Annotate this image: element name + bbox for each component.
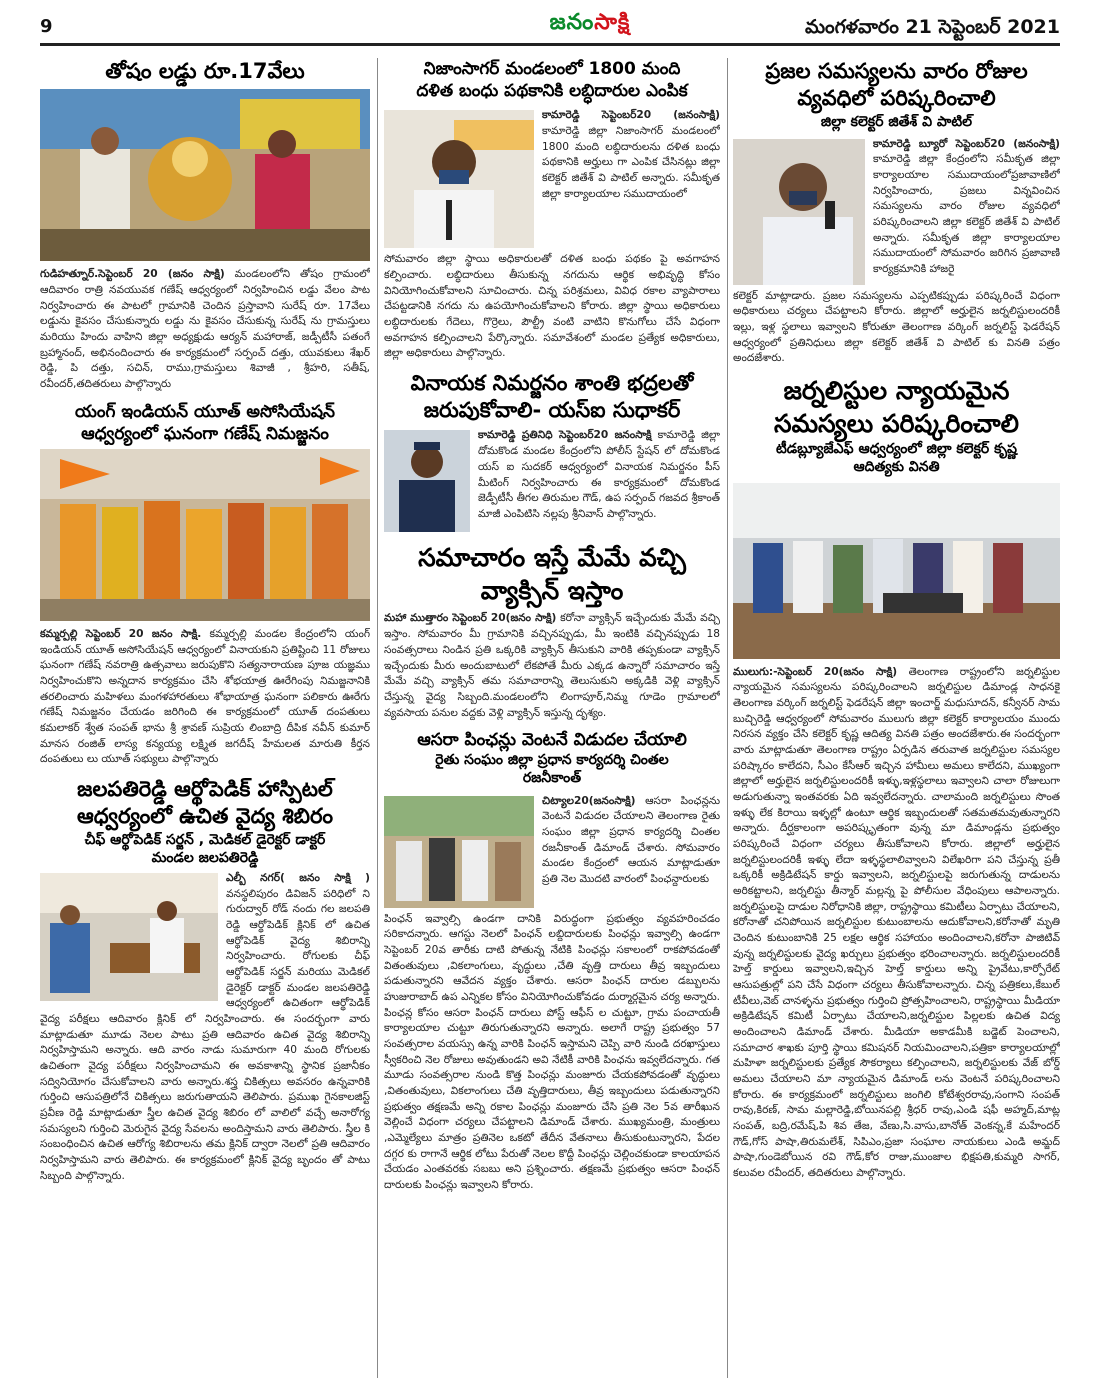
journalists-headline-1: జర్నలిస్టుల న్యాయమైన — [783, 376, 1010, 406]
dalitha-body-beside: కామారెడ్డి జిల్లా నిజాంసాగర్ మండలంలో 1800 మంది లబ్ధిదారులను దళిత బంధు పథకానికి అర్హులు గా ఎంపిక చేసినట్లు జిల్లా కలెక్టర్ జితేశ్ వి పాటిల్ అన్నారు. సమీకృత జిల్లా కార్యాలయాల సముదాయంలో — [542, 124, 720, 200]
camp-headline-1: జలపతిరెడ్డి ఆర్థోపెడిక్ హాస్పిటల్ — [77, 776, 333, 801]
collector-subhead: జిల్లా కలెక్టర్ జితేశ్ వి పాటిల్ — [820, 113, 973, 130]
camp-subhead-2: మండల జలపతిరెడ్డి — [151, 849, 259, 866]
camp-dateline: ఎల్బీ నగర్( జనం సాక్షి ) — [226, 871, 370, 884]
dalitha-headline-1: నిజాంసాగర్ మండలంలో 1800 మంది — [423, 59, 681, 79]
journalists-dateline: ములుగు:-సెప్టెంబర్ 20(జనం సాక్షి) — [733, 665, 898, 678]
journalists-subhead-2: ఆదిత్యకు వినతి — [853, 459, 940, 476]
journalists-article — [733, 665, 1060, 1182]
journalists-body: తెలంగాణ రాష్ట్రంలోని జర్నలిస్టుల న్యాయమైన సమస్యలను పరిష్కరించాలని జర్నలిస్టుల డిమాండ్ల సాధనకై తెలంగాణ వర్కింగ్ జర్నలిస్ట్ ఫెడరేషన్ జిల్లా ఇంచార్జ్ మధుసూదన్, కన్వీనర్ సామ బుచ్చిరెడ్డి ఆధ్వర్యంలో సోమవారం ములుగు జిల్లా కలెక్టర్ కార్యాలయం ముందు నిరసన వ్యక్తం చేసి కలెక్టర్ కృష్ణ ఆదిత్య వినతి పత్రం అందజేశారు.ఈ సందర్భంగా వారు మాట్లాడుతూ తెలంగాణ రాష్ట్రం ఏర్పడిన తరువాత జర్నలిస్టుల సమస్యల పరిష్కారం కాలేదని, సీఎం కేసీఆర్ ఇచ్చిన హామీలు అమలు కాలేదని, ముఖ్యంగా జిల్లాలో అర్హులైన జర్నలిస్టులందరికీ ఇళ్ళు,ఇళ్లస్థలాలు ఇవ్వాలని చాలా రోజులుగా అడుగుతున్నా ఇంతవరకు ఏది ఇవ్వలేదన్నారు. చాలామంది జర్నలిస్టులు సొంత ఇళ్ళు లేక కిరాయి ఇళ్ళల్లో ఉంటూ ఆర్థిక ఇబ్బందులతో సతమతమవుతున్నారని అన్నారు. దీర్ఘకాలంగా అపరిష్కృతంగా వున్న మా డిమాండ్లను ప్రభుత్వం పరిష్కరించే విధంగా చర్యలు తీసుకోవాలని కోరారు. జిల్లాలో అర్హులైన జర్నలిస్టులందరికీ ఇళ్ళు లేదా ఇళ్ళస్థలాలివ్వాలని విలేఖరిగా పని చేస్తున్న ప్రతీ ఒక్కరికీ అక్రిడిటేషన్ కార్డు ఇవ్వాలని, జర్నలిస్టులపై జరుగుతున్న దాడులను అరికట్టాలని, జర్నలిస్టు తీన్మార్ మల్లన్న పై పోలీసుల వేధింపులు ఆపాలన్నారు. జర్నలిస్టులపై దాడుల నిరోధానికి జిల్లా, రాష్ట్రస్థాయి కమిటీలు ఏర్పాటు చేయాలని, కరోనాతో చనిపోయిన జర్నలిస్టుల కుటుంబాలను ఆదుకోవాలని,కరోనాతో మృతి చెందిన కుటుంబానికి 25 లక్షల ఆర్థిక సహాయం అందించాలని,కరోనా పాజిటివ్ వున్న జర్నలిస్టులకు వైద్య ఖర్చులు ప్రభుత్వం భరించాలన్నారు. జర్నలిస్టులందరికీ హెల్త్ కార్డులు ఇవ్వాలని,ఇచ్చిన హెల్త్ కార్డులు అన్ని ప్రైవేటు,కార్పోరేట్ ఆసుపత్రుల్లో పని చేసే విధంగా చర్యలు తీసుకోవాలన్నారు. చిన్న పత్రికలు,కేబుల్ టీవీలు,వెబ్ చానళ్ళను ప్రభుత్వం గుర్తించి ప్రోత్సహించాలని, రాష్ట్రస్థాయి మీడియా అక్రిడిటేషన్ కమిటీ ఏర్పాటు చేయాలని,జర్నలిస్టుల పిల్లలకు ఉచిత విద్య అందించాలని డిమాండ్ చేశారు. మీడియా అకాడమీకి బడ్జెట్ పెంచాలని, సమాచార శాఖకు పూర్తి స్థాయి కమిషనర్ నియమించాలని,పత్రికా కార్యాలయాల్లో మహిళా జర్నలిస్టులకు ప్రత్యేక సౌకర్యాలు కల్పించాలని, జర్నలిస్టులకు వేజ్ బోర్డ్ అమలు చేయాలని మా న్యాయమైన డిమాండ్ లను వెంటనే పరిష్కరించాలని కోరారు. ఈ కార్యక్రమంలో జర్నలిస్టులు జంగిలి కోటేశ్వరరావు,సంగాని సంపత్ రావు,కిరణ్, సామ మల్లారెడ్డి,బోయినపల్లి శ్రీధర్ రావు,ఎండి షఫీ అహ్మద్,మాట్ల సంపత్, బద్రి,రమేష్,పి శివ తేజ, వేణు,సి.వాసు,బానోత్ వెంకన్న,కే మహేందర్ గౌడ్,గోస్ పాషా,తిరుమలేశ్, సిపిఎం,ప్రజా సంఘాల నాయకులు ఎండి అమ్జద్ పాషా,గుండెబోయిన రవి గౌడ్,కోర రాజు,ముంజాల భిక్షపతి,కుమ్మరి సాగర్, కలువల రవీందర్, తదితరులు పాల్గొన్నారు. — [733, 665, 1060, 1180]
vaccine-dateline: మహా ముత్తారం సెప్టెంబర్ 20(జనం సాక్షి) — [384, 612, 557, 625]
laddu-dateline: గుడిహత్నూర్.సెప్టెంబర్ 20 (జనం సాక్షి) — [40, 268, 225, 281]
laddu-photo-image — [40, 89, 370, 261]
camp-photo-image — [40, 873, 218, 1001]
pension-photo-image — [384, 796, 534, 908]
vaccine-headline-2: వ్యాక్సిన్ ఇస్తాం — [480, 575, 624, 605]
youth-dateline: కమ్మర్పల్లి సెప్టెంబర్ 20 జనం సాక్షి. — [40, 627, 202, 640]
vinayaka-headline-2: జరుపుకోవాలి- యస్ఐ సుధాకర్ — [423, 398, 681, 423]
dalitha-body-below: సోమవారం జిల్లా స్థాయి అధికారులతో దళిత బంధు పథకం పై అవగాహన కల్పించారు. లబ్ధిదారులు తీసుకున్న నగదును ఆర్థిక అభివృద్ధి కోసం వినియోగించుకోవాలని సూచించారు. చిన్న పరిశ్రమలు, వివిధ రకాల వ్యాపారాలు చేపట్టడానికి నగదు ను ఉపయోగించుకోవాలని కోరారు. జిల్లా స్థాయి అధికారులు లబ్ధిదారులకు గేదెలు, గొర్రెలు, పౌల్ట్రీ వంటి వాటిని కొనుగోలు చేసే విధంగా అవగాహన కల్పించాలని పేర్కొన్నారు. సమావేశంలో మండల ప్రత్యేక అధికారులు, జిల్లా అధికారులు పాల్గొన్నారు. — [384, 253, 720, 360]
camp-photo — [40, 873, 218, 1001]
journalists-photo-image — [733, 483, 1060, 659]
vaccine-article — [384, 611, 720, 721]
collector-photo — [733, 139, 865, 285]
dalitha-headline-2: దళిత బంధు పథకానికి లబ్ధిదారుల ఎంపిక — [416, 81, 688, 102]
vinayaka-photo — [384, 430, 470, 532]
vaccine-body: కరోనా వ్యాక్సిన్ ఇచ్చేందుకు మేమే వచ్చి ఇస్తాం. సోమవారం మీ గ్రామానికి వచ్చినప్పుడు, మీ ఇంటికి వచ్చినప్పుడు 18 సంవత్సరాలు నిండిన ప్రతి ఒక్కరికి వ్యాక్సిన్ తీసుకుని వారికి తప్పకుండా వ్యాక్సిన్ ఇచ్చేందుకు మీరు అందుబాటులో లేకపోతే మీరు ఎక్కడ ఉన్నారో సమాచారం ఇస్తే మేమే వచ్చి వ్యాక్సిన్ తమ సమాచారాన్ని తెలుసుకుని అక్కడికి వెళ్లి వ్యాక్సిన్ చేస్తున్న వైద్య సిబ్బంది.మండలంలోని లింగాపూర్,నిమ్మ గూడెం గ్రామాలలో వ్యవసాయ పనుల వద్దకు వెళ్లి వ్యాక్సిన్ ఇస్తున్న దృశ్యం. — [384, 612, 720, 719]
youth-body: కమ్మర్పల్లి మండల కేంద్రంలోని యంగ్ ఇండియన్ యూత్ అసోసియేషన్ ఆధ్వర్యంలో వినాయకుని ప్రతిష్టించి 11 రోజులు ఘనంగా గణేష్ నవరాత్రి ఉత్సవాలు జరుపుకొని సత్యనారాయణ పూజ యజ్ఞము నిర్వహించుకొని అన్నదాన కార్యక్రమం చేసి శోభయాత్ర ఊరేగింపు నిమజ్జనానికి తరలించారు మహిళలు మంగళహారతులు శోభాయాత్ర ఘనంగా పలికారు ఊరేగు గణేష్ నిమజ్జనం చేయడం జరిగింది ఈ కార్యక్రమంలో యూత్ దంపతులు కమలాకర్ శ్వేత సంపత్ భాను శ్రీ శ్రావణ్ సుప్రియ లింబాద్రి దీపిక నవీన్ కుమార్ మానస రంజిత్ లాస్య కన్యయ్య లక్ష్మిత జగదీష్ హేమలత మారుతి కీర్తన దంపతులు లు యూత్ సభ్యులు పాల్గొన్నారు — [40, 627, 370, 766]
youth-photo-image — [40, 449, 370, 621]
collector-headline-2: వ్యవధిలో పరిష్కరించాలి — [797, 86, 996, 111]
collector-headline-1: ప్రజల సమస్యలను వారం రోజుల — [765, 59, 1028, 83]
column-left — [40, 58, 370, 1378]
laddu-article — [40, 267, 370, 392]
column-right — [733, 58, 1060, 1378]
column-rule — [727, 58, 728, 1378]
pension-body-beside: ఆసరా పింఛన్లను వెంటనే విడుదల చేయాలని తెలంగాణ రైతు సంఘం జిల్లా ప్రధాన కార్యదర్శి చింతల రజనీకాంత్ డిమాండ్ చేశారు. సోమవారం మండల కేంద్రంలో ఆయన మాట్లాడుతూ ప్రతి నెల మొదటి వారంలో పింఛన్దారులకు — [542, 794, 720, 886]
camp-subhead-1: చీఫ్ ఆర్థోపెడిక్ సర్జన్ , మెడికల్ డైరెక్టర్ డాక్టర్ — [84, 831, 326, 848]
collector-photo-image — [733, 139, 865, 285]
laddu-body: మండలంలోని తోషం గ్రామంలో ఆదివారం రాత్రి నవయువక గణేష్ ఆధ్వర్యంలో నిర్వహించిన లడ్డు వేలం పాట నిర్వహించారు ఈ పాటలో గ్రామానికి చెందిన ప్రస్తావాని సురేష్ రూ. 17వేలు లడ్డును కైవసం చేసుకున్నారు లడ్డు ను కైవసం చేసుకున్న సురేష్ ను గ్రామస్తులు మరియు హిందు వాహిని జిల్లా అధ్యక్షుడు ఆర్యన్ మహారాజ్, జడ్పీటీసీ పతంగే బ్రహ్మానంద్, అభినందించారు ఈ కార్యక్రమంలో సర్పంచ్ దత్తు, యువకులు శేఖర్ రెడ్డి, పి దత్తు, సచిన్, రాము,గ్రామస్తులు శివాజీ , శ్రీహరి, సతీష్, రవీందర్,తదితరులు పాల్గొన్నారు — [40, 268, 370, 390]
vinayaka-body: కామారెడ్డి జిల్లా దోమకొండ మండల కేంద్రంలోని పోలీస్ స్టేషన్ లో దోమకొండ యస్ ఐ సుదకర్ ఆధ్వర్యంలో వినాయక నిమర్జనం పీస్ మీటింగ్ నిర్వహించారు ఈ కార్యక్రమంలో దోమకొండ జెడ్పీటీసీ తీగల తిరుమల గౌడ్, ఉప సర్పంచ్ గజవద శ్రీకాంత్ మాజీ ఎంపిటిసి నల్లపు శ్రీనివాస్ పాల్గొన్నారు. — [478, 429, 720, 520]
vinayaka-headline-1: వినాయక నిమర్జనం శాంతి భద్రలతో — [410, 370, 694, 395]
camp-headline-2: ఆధ్వర్యంలో ఉచిత వైద్య శిబిరం — [76, 804, 334, 829]
collector-dateline: కామారెడ్డి బ్యూరో సెప్టెంబర్20 (జనంసాక్షి) — [873, 137, 1060, 150]
youth-photo — [40, 449, 370, 621]
dalitha-photo-image — [384, 110, 534, 248]
pension-body-below: పింఛన్ ఇవ్వాల్సి ఉండగా దానికి విరుద్ధంగా ప్రభుత్వం వ్యవహరించడం సరికాదన్నారు. ఆగస్టు నెలలో పింఛన్ లబ్దిదారులకు పింఛన్లు ఇవ్వాల్సి ఉండగా సెప్టెంబర్ 20వ తారీకు దాటి పోతున్న నేటికి పింఛన్లు సకాలంలో రాకపోవడంతో వితంతువులు ,వికలాంగులు, వృద్ధులు ,చేతి వృత్తి దారులు తీవ్ర ఇబ్బందులు పడుతున్నారని ఆవేదన వ్యక్తం చేశారు. ఆసరా పింఛన్ దారుల డబ్బులను హుజురాబాద్ ఉప ఎన్నికల కోసం వినియోగించుకోవడం దుర్మార్గమైన చర్య అన్నారు. పింఛన్ల కోసం ఆసరా పింఛన్ దారులు పోస్ట్ ఆఫీస్ ల చుట్టూ, గ్రామ పంచాయతీ కార్యాలయాల చుట్టూ తిరుగుతున్నారని అన్నారు. అలాగే రాష్ట్ర ప్రభుత్వం 57 సంవత్సరాల వయస్సు ఉన్న వారికి పింఛన్ ఇస్తామని చెప్పి వారి నుండి దరఖాస్తులు స్వీకరించి నెల రోజులు అవుతుండని అవి నేటికీ వారికి పింఛను ఇవ్వలేదన్నారు. గత మూడు సంవత్సరాల నుండి కొత్త పింఛన్లు మంజూరు చేయకపోవడంతో వృద్ధులు ,వితంతువులు, వికలాంగులు చేతి వృత్తిదారులు, తీవ్ర ఇబ్బందులు పడుతున్నారని ప్రభుత్వం తక్షణమే అన్ని రకాల పింఛన్లు మంజూరు చేసి ప్రతి నెల 5వ తారీఖున వెల్లించే విధంగా చర్యలు చేపట్టాలని డిమాండ్ చేశారు. ముఖ్యమంత్రి, మంత్రులు ,ఎమ్మెల్యేలు మాత్రం ప్రతినెల ఒకటో తేదీన వేతనాలు తీసుకుంటున్నారని, పేదల దగ్గర కు రాగానే ఆర్థిక లోటు పేరుతో నెలల కొద్దీ పింఛన్లు చెల్లించకుండా కాలయాపన చేయడం ఎంతవరకు సబబు అని ప్రశ్నించారు. తక్షణమే ప్రభుత్వం ఆసరా పింఛన్ దారులకు పింఛన్లు ఇవ్వాలని కోరారు. — [384, 912, 720, 1192]
journalists-headline-2: సమస్యలు పరిష్కరించాలి — [774, 408, 1019, 438]
column-rule — [377, 58, 378, 1378]
journalists-subhead-1: టీడబ్ల్యూజేఎఫ్ ఆధ్వర్యంలో జిల్లా కలెక్టర్ కృష్ణ — [776, 441, 1017, 458]
laddu-photo — [40, 89, 370, 261]
dalitha-dateline: కామారెడ్డి సెప్టెంబర్20 (జనంసాక్షి) — [542, 109, 720, 122]
vinayaka-dateline: కామారెడ్డి ప్రతినిధి సెప్టెంబర్20 జనంసాక్షి — [478, 429, 652, 442]
masthead-logo — [510, 10, 670, 40]
youth-article — [40, 627, 370, 768]
pension-headline: ఆసరా పింఛన్లు వెంటనే విడుదల చేయాలి — [417, 730, 687, 751]
vinayaka-photo-image — [384, 430, 470, 532]
vaccine-headline-1: సమాచారం ఇస్తే మేమే వచ్చి — [418, 543, 686, 573]
column-middle — [384, 58, 720, 1378]
page-header — [40, 10, 1060, 46]
masthead-part1: జనం — [549, 10, 595, 35]
pension-dateline: చిట్యాల20(జనంసాక్షి) — [542, 794, 636, 807]
youth-headline-2: ఆధ్వర్యంలో ఘనంగా గణేష్ నిమజ్జనం — [81, 423, 329, 444]
issue-date: మంగళవారం 21 సెప్టెంబర్ 2021 — [804, 16, 1060, 38]
pension-subhead-2: రజనీకాంత్ — [522, 770, 582, 787]
collector-body-beside: కామారెడ్డి జిల్లా కేంద్రంలోని సమీకృత జిల్లా కార్యాలయాల సముదాయంలోప్రజావాణిలో నిర్వహించారు, ప్రజలు విన్నవించిన సమస్యలను వారం రోజుల వ్యవధిలో పరిష్కరించాలని జిల్లా కలెక్టర్ జితేశ్ వి పాటిల్ అన్నారు. సమీకృత జిల్లా కార్యాలయాల సముదాయంలో సోమవారం జరిగిన ప్రజావాణి కార్యక్రమానికి హాజరై — [873, 153, 1060, 276]
dalitha-photo — [384, 110, 534, 248]
laddu-headline: తోషం లడ్డు రూ.17వేలు — [105, 59, 305, 83]
masthead-part2: సాక్షి — [594, 10, 631, 35]
camp-body: వనస్థలిపురం డివిజన్ పరిధిలో ని గురుద్వార్ రోడ్ నందు గల జలపతి రెడ్డి ఆర్థోపెడిక్ క్లినిక్ లో ఉచిత ఆర్థోపెడిక్ వైద్య శిబిరాన్ని నిర్వహించారు. రోగులకు చీఫ్ ఆర్థోపెడిక్ సర్జన్ మరియు మెడికల్ డైరెక్టర్ డాక్టర్ మండల జలపతిరెడ్డి ఆధ్వర్యంలో ఉచితంగా ఆర్థోపెడిక్ వైద్య పరీక్షలు ఆదివారం క్లినిక్ లో నిర్వహించారు. ఈ సందర్భంగా వారు మాట్లాడుతూ మూడు నెలల పాటు ప్రతి ఆదివారం ఉచిత వైద్య శిబిరాన్ని నిర్వహిస్తామని అన్నారు. ఆది వారం నాడు సుమారుగా 40 మంది రోగులకు ఉచితంగా వైద్య పరీక్షలు నిర్వహించామని ఈ అవకాశాన్ని స్థానిక ప్రజానీకం సద్వినియోగం చేసుకోవాలని వారు అన్నారు.శస్త్ర చికిత్సలు అవసరం ఉన్నవారికి గుర్తించి ఆసుపత్రిలోనే చికిత్సలు జరుగుతాయని తెలిపారు. ప్రముఖ గైనకాలజిస్ట్ ప్రవీణ రెడ్డి మాట్లాడుతూ స్త్రీల ఉచిత వైద్య శిబిరం లో వాలిలో వచ్చే అనారోగ్య సమస్యలని గుర్తించి మెరుగైన వైద్య సేవలను అందిస్తామని వారు తెలిపారు. స్త్రీల కి సంబంధించిన ఉచిత ఆరోగ్య శిబిరాలను తమ క్లినిక్ ద్వారా నెలలో ప్రతి ఆదివారం నిర్వహిస్తామని వారు తెలిపారు. ఈ కార్యక్రమంలో క్లినిక్ వైద్య బృందం తో పాటు సిబ్బంది పాల్గొన్నారు. — [40, 887, 370, 1182]
pension-subhead-1: రైతు సంఘం జిల్లా ప్రధాన కార్యదర్శి చింతల — [435, 752, 669, 769]
collector-body-below: కలెక్టర్ మాట్లాడారు. ప్రజల సమస్యలను ఎప్పటికప్పుడు పరిష్కరించే విధంగా అధికారులు చర్యలు చేపట్టాలని కోరారు. జిల్లాలో అర్హులైన జర్నలిస్టులందరికీ ఇల్లు, ఇళ్ల స్థలాలు ఇవ్వాలని కోరుతూ తెలంగాణ వర్కింగ్ జర్నలిస్ట్ ఫెడరేషన్ ఆధ్వర్యంలో ప్రతినిధులు జిల్లా కలెక్టర్ జితేశ్ వి పాటిల్ కు వినతి పత్రం అందజేశారు. — [733, 289, 1060, 365]
youth-headline-1: యంగ్ ఇండియన్ యూత్ అసోసియేషన్ — [75, 401, 335, 422]
page-number: 9 — [40, 16, 53, 37]
journalists-photo — [733, 483, 1060, 659]
pension-photo — [384, 796, 534, 908]
